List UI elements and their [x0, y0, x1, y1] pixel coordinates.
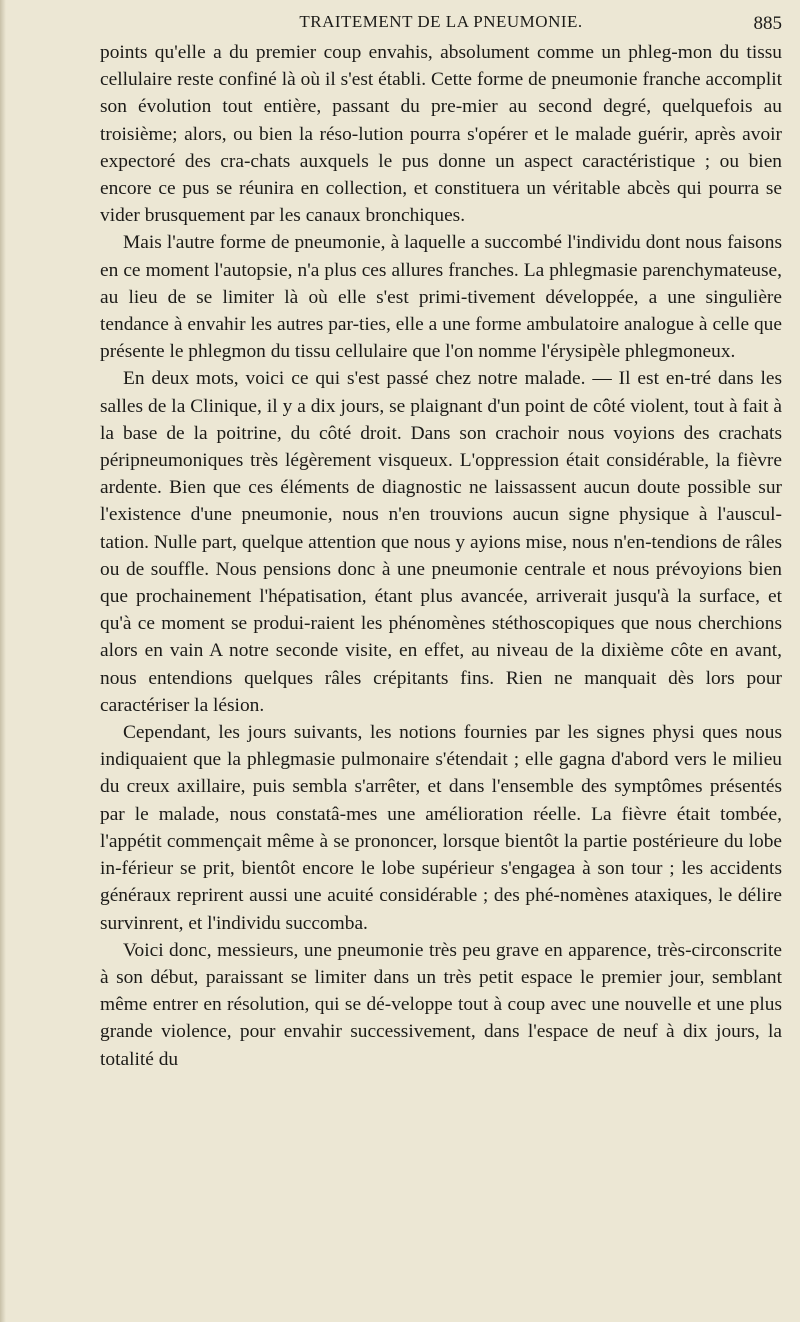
page-header — [100, 12, 782, 42]
running-title: TRAITEMENT DE LA PNEUMONIE. — [299, 12, 583, 31]
body-text — [100, 39, 782, 1073]
page-binding-edge — [0, 0, 6, 1322]
paragraph: Cependant, les jours suivants, les notions fournies par les signes physi ques nous indiquaient que la phlegmasie pulmonaire s'étendait ; elle gagna d'abord vers le milieu du creux axillaire, puis sembla s'arrêter, et dans l'ensemble des symptômes présentés par le malade, nous constatâ-mes une amélioration réelle. La fièvre était tombée, l'appétit commençait même à se prononcer, lorsque bientôt la partie postérieure du lobe in-férieur se prit, bientôt encore le lobe supérieur s'engagea à son tour ; les accidents généraux reprirent aussi une acuité considérable ; des phé-nomènes ataxiques, le délire survinrent, et l'individu succomba. — [100, 722, 782, 934]
paragraph: points qu'elle a du premier coup envahis, absolument comme un phleg-mon du tissu cellulaire reste confiné là où il s'est établi. Cette forme de pneumonie franche accomplit son évolution tout entière, passant du pre-mier au second degré, quelquefois au troisième; alors, ou bien la réso-lution pourra s'opérer et le malade guérir, après avoir expectoré des cra-chats auxquels le pus donne un aspect caractéristique ; ou bien encore ce pus se réunira en collection, et constituera un véritable abcès qui pourra se vider brusquement par les canaux bronchiques. — [100, 42, 782, 227]
paragraph: Voici donc, messieurs, une pneumonie très peu grave en apparence, très-circonscrite à son début, paraissant se limiter dans un très petit espace le premier jour, semblant même entrer en résolution, qui se dé-veloppe tout à coup avec une nouvelle et une plus grande violence, pour envahir successivement, dans l'espace de neuf à dix jours, la totalité du — [100, 939, 782, 1070]
paragraph: Mais l'autre forme de pneumonie, à laquelle a succombé l'individu dont nous faisons en ce moment l'autopsie, n'a plus ces allures franches. La phlegmasie parenchymateuse, au lieu de se limiter là où elle s'est primi-tivement développée, a une singulière tendance à envahir les autres par-ties, elle a une forme ambulatoire analogue à celle que présente le phlegmon du tissu cellulaire que l'on nomme l'érysipèle phlegmoneux. — [100, 232, 782, 363]
page-number: 885 — [753, 13, 782, 34]
paragraph: En deux mots, voici ce qui s'est passé chez notre malade. — Il est en-tré dans les salles de la Clinique, il y a dix jours, se plaignant d'un point de côté violent, tout à fait à la base de la poitrine, du côté droit. Dans son crachoir nous voyions des crachats péripneumoniques très légèrement visqueux. L'oppression était considérable, la fièvre ardente. Bien que ces éléments de diagnostic ne laissassent aucun doute possible sur l'existence d'une pneumonie, nous n'en trouvions aucun signe physique à l'auscul-tation. Nulle part, quelque attention que nous y ayions mise, nous n'en-tendions de râles ou de souffle. Nous pensions donc à une pneumonie centrale et nous prévoyions bien que prochainement l'hépatisation, étant plus avancée, arriverait jusqu'à la surface, et qu'à ce moment se produi-raient les phénomènes stéthoscopiques que nous cherchions alors en vain A notre seconde visite, en effet, au niveau de la dixième côte en avant, nous entendions quelques râles crépitants fins. Rien ne manquait dès lors pour caractériser la lésion. — [100, 368, 782, 716]
